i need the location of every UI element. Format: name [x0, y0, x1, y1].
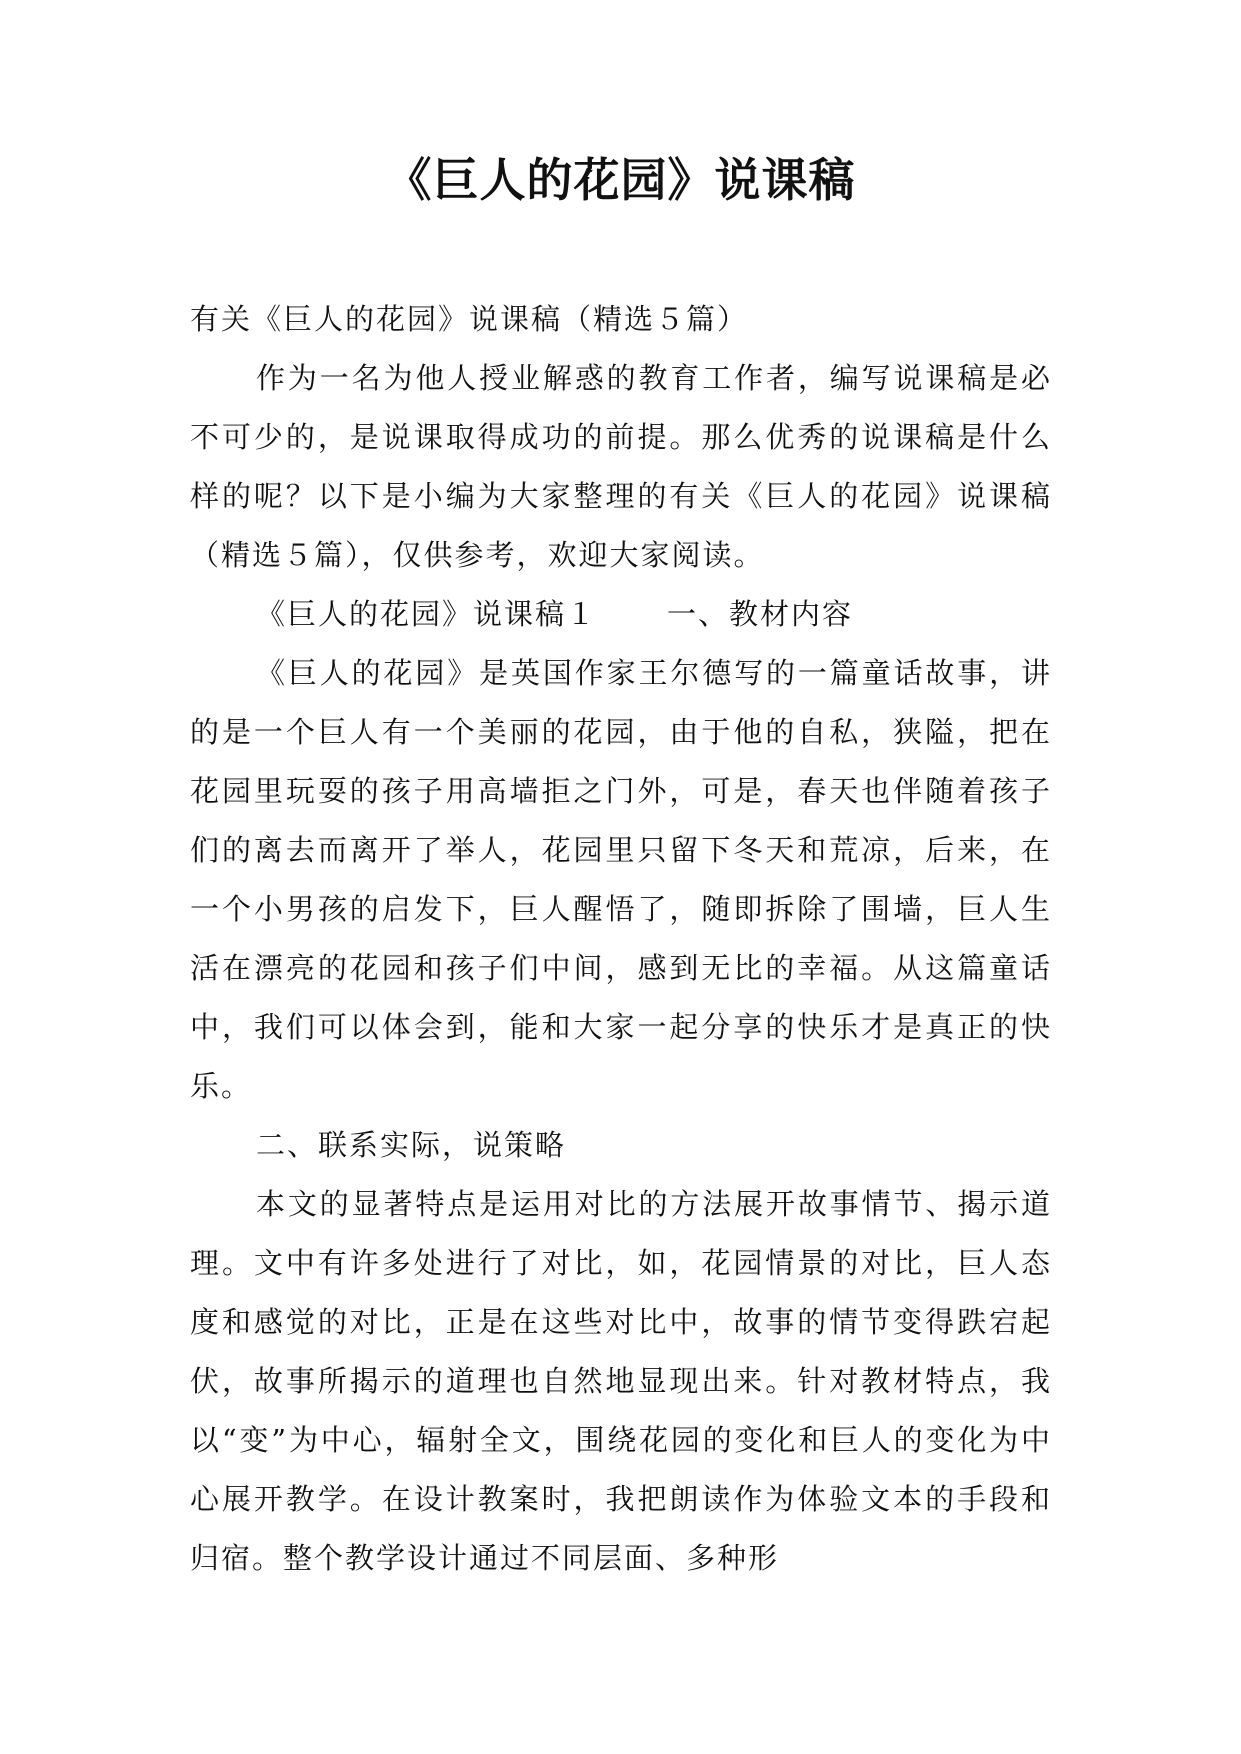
section1-heading: 一、教材内容: [667, 597, 854, 631]
document-title: 《巨人的花园》说课稿: [385, 153, 856, 207]
section2-heading: 二、联系实际，说策略: [256, 1128, 567, 1162]
part1-heading: 《巨人的花园》说课稿１: [256, 597, 598, 631]
intro-paragraph: 作为一名为他人授业解惑的教育工作者，编写说课稿是必不可少的，是说课取得成功的前提。那么优秀的说课稿是什么样的呢？以下是小编为大家整理的有关《巨人的花园》说课稿（精选５篇），仅供参考，欢迎大家阅读。: [190, 361, 1052, 572]
section1-paragraph: 《巨人的花园》是英国作家王尔德写的一篇童话故事，讲的是一个巨人有一个美丽的花园，由于他的自私，狭隘，把在花园里玩耍的孩子用高墙拒之门外，可是，春天也伴随着孩子们的离去而离开了举人，花园里只留下冬天和荒凉，后来，在一个小男孩的启发下，巨人醒悟了，随即拆除了围墙，巨人生活在漂亮的花园和孩子们中间，感到无比的幸福。从这篇童话中，我们可以体会到，能和大家一起分享的快乐才是真正的快乐。: [190, 656, 1052, 1103]
document-subtitle: 有关《巨人的花园》说课稿（精选５篇）: [190, 302, 749, 336]
part1-heading-line: [190, 585, 1052, 644]
document-body: [190, 290, 1052, 1588]
section2-paragraph: 本文的显著特点是运用对比的方法展开故事情节、揭示道理。文中有许多处进行了对比，如，花园情景的对比，巨人态度和感觉的对比，正是在这些对比中，故事的情节变得跌宕起伏，故事所揭示的道理也自然地显现出来。针对教材特点，我以“变”为中心，辐射全文，围绕花园的变化和巨人的变化为中心展开教学。在设计教案时，我把朗读作为体验文本的手段和归宿。整个教学设计通过不同层面、多种形: [190, 1187, 1052, 1575]
